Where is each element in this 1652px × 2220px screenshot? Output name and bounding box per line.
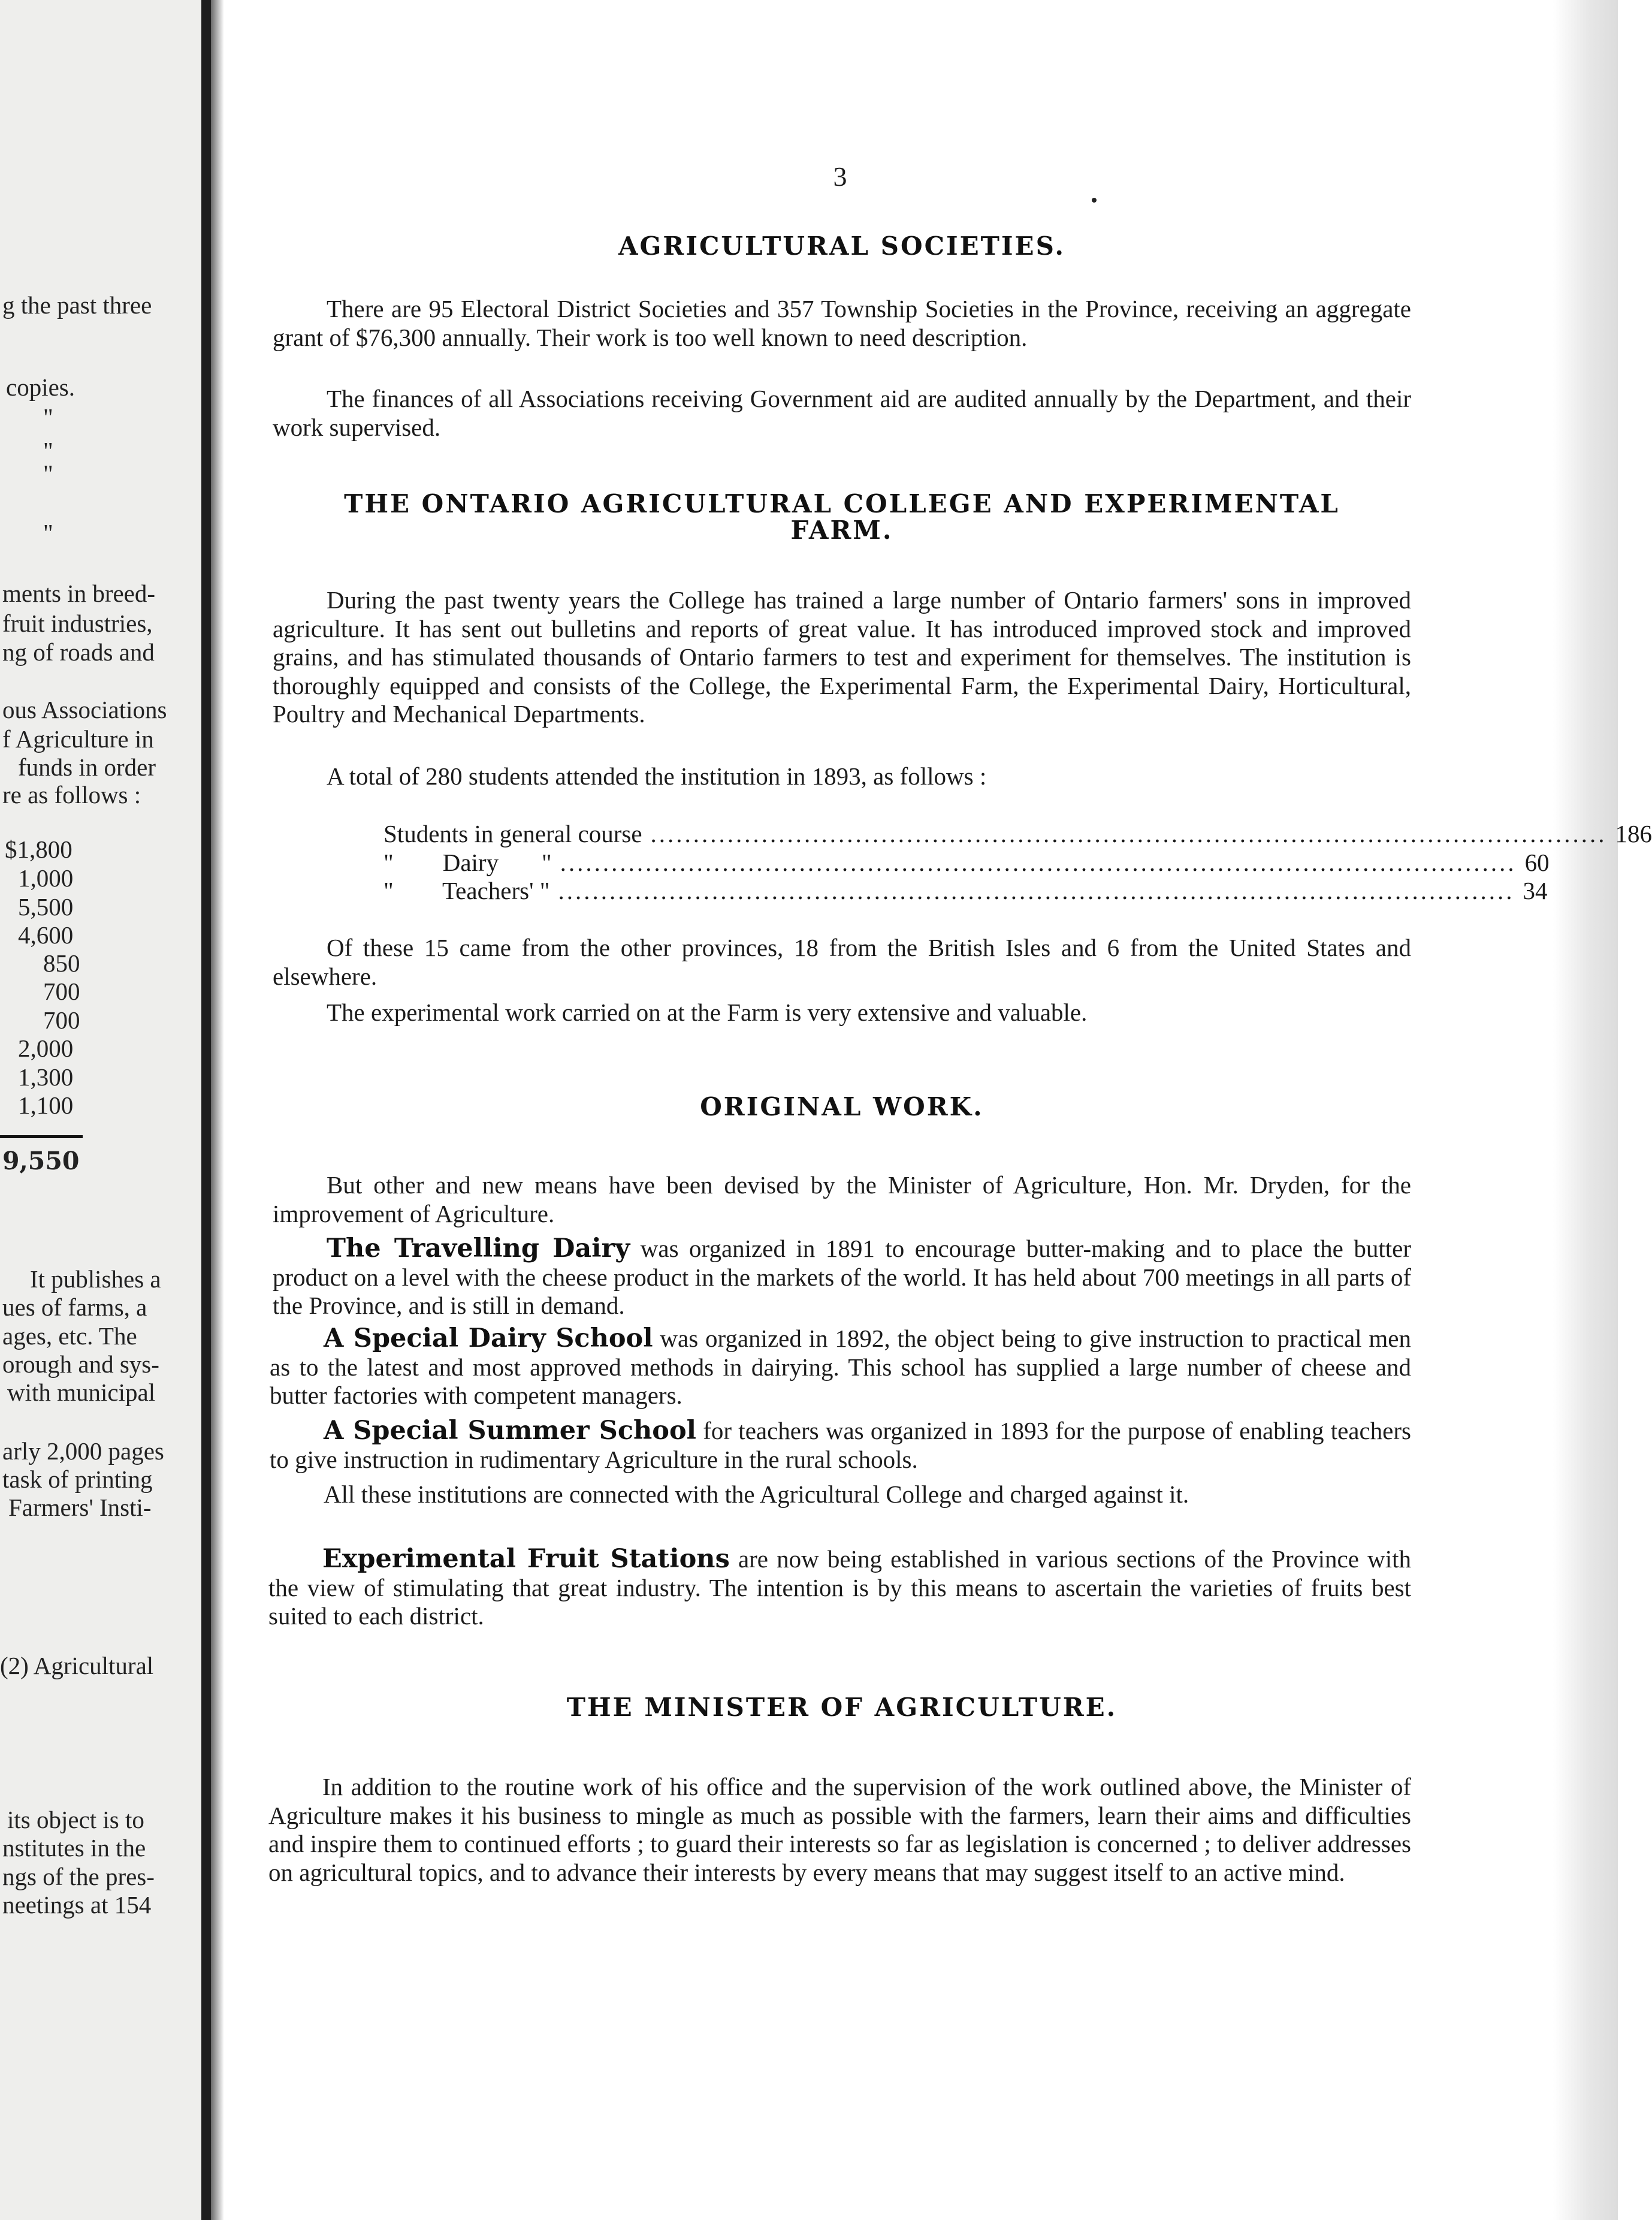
fruit-stations-paragraph	[268, 1545, 1411, 1631]
fragment-line: 1,000	[18, 864, 74, 892]
special-dairy-school-paragraph	[270, 1325, 1411, 1410]
fragment-line: ues of farms, a	[2, 1293, 147, 1321]
special-dairy-school-text: was organized in 1892, the object being to give instruction to practical men as to the latest and most approved methods in dairying. This school has supplied a large number of cheese and butter factories with competent managers.	[270, 1325, 1411, 1409]
fragment-line: 1,300	[18, 1063, 74, 1091]
heading-agricultural-societies: AGRICULTURAL SOCIETIES.	[618, 231, 1066, 261]
fragment-line: ous Associations	[2, 696, 167, 723]
fragment-line: (2) Agricultural	[0, 1652, 154, 1679]
minister-paragraph: In addition to the routine work of his office and the supervision of the work outlined above, the Minister of Agriculture makes it his business to mingle as much as possible with the farmers, learn their aims and difficulties and inspire them to continued efforts ; to guard their interests so far as legislation is concerned ; to deliver addresses on agricultural topics, and to advance their interests by every means that may suggest itself to an active mind.	[268, 1773, 1411, 1886]
fragment-total: 9,550	[2, 1147, 80, 1175]
row-count: 60	[1524, 848, 1550, 876]
row-label: Students in general course	[383, 820, 642, 847]
students-table	[383, 820, 1652, 906]
fragment-line: ng of roads and	[2, 638, 155, 666]
fragment-line: 2,000	[18, 1034, 74, 1062]
ink-speck	[1092, 198, 1097, 203]
row-label: " Dairy "	[383, 848, 552, 876]
summer-school-lead: A Special Summer School	[324, 1416, 696, 1446]
societies-paragraph-1: There are 95 Electoral District Societies and 357 Township Societies in the Province, receiving an aggregate grant of $76,300 annually. Their work is too well known to need description.	[273, 295, 1411, 351]
fragment-line: ngs of the pres-	[2, 1863, 155, 1890]
row-count: 186	[1615, 820, 1652, 847]
fragment-line: arly 2,000 pages	[2, 1437, 164, 1465]
fruit-stations-lead: Experimental Fruit Stations	[322, 1544, 730, 1574]
table-row	[383, 848, 1550, 877]
fragment-line: 850	[43, 949, 80, 977]
institutions-paragraph: All these institutions are connected with the Agricultural College and charged against it.	[324, 1480, 1189, 1508]
fragment-line: orough and sys-	[2, 1350, 159, 1378]
fragment-line: ments in breed-	[2, 580, 156, 607]
fragment-line: 5,500	[18, 893, 74, 921]
fragment-line: 4,600	[18, 921, 74, 949]
fragment-line: funds in order	[18, 753, 156, 781]
gutter-shadow	[211, 0, 224, 2220]
fragment-line: with municipal	[7, 1379, 156, 1406]
heading-ontario-college-line-1: THE ONTARIO AGRICULTURAL COLLEGE AND EXPERIMENTAL	[344, 489, 1340, 518]
fragment-line: fruit industries,	[2, 610, 153, 637]
page-gutter	[201, 0, 211, 2220]
total-rule	[0, 1135, 83, 1138]
dot-leader: ................................................................................................................	[560, 848, 1517, 876]
fragment-line: 700	[43, 1006, 80, 1034]
special-dairy-school-lead: A Special Dairy School	[324, 1323, 653, 1353]
fruit-stations-text: are now being established in various sections of the Province with the view of stimulating that great industry. The intention is by this means to ascertain the varieties of fruits best suited to each district.	[268, 1545, 1411, 1630]
heading-original-work: ORIGINAL WORK.	[700, 1092, 984, 1121]
dot-leader: ................................................................................................................	[558, 877, 1515, 904]
fragment-line: "	[43, 403, 53, 431]
fragment-line: 700	[43, 978, 80, 1005]
table-row	[383, 820, 1652, 849]
fragment-line: copies.	[6, 373, 75, 401]
fragment-line: Farmers' Insti-	[8, 1494, 152, 1521]
summer-school-paragraph	[270, 1417, 1411, 1474]
page-edge-shadow	[1553, 0, 1618, 2220]
fragment-line: g the past three	[2, 291, 152, 319]
fragment-line: f Agriculture in	[2, 725, 154, 753]
fragment-line: 1,100	[18, 1091, 74, 1119]
fragment-line: task of printing	[2, 1465, 153, 1493]
fragment-line: "	[43, 519, 53, 547]
dot-leader: ................................................................................................................	[650, 820, 1607, 847]
fragment-line: $1,800	[5, 835, 73, 863]
travelling-dairy-text: was organized in 1891 to encourage butter-making and to place the butter product on a level with the cheese product in the markets of the world. It has held about 700 meetings in all parts of the Province, and is still in demand.	[273, 1235, 1411, 1319]
fragment-line: "	[43, 460, 53, 487]
heading-minister-of-agriculture: THE MINISTER OF AGRICULTURE.	[566, 1693, 1118, 1722]
college-paragraph-3: Of these 15 came from the other provinces, 18 from the British Isles and 6 from the United States and elsewhere.	[273, 934, 1411, 990]
college-paragraph-4: The experimental work carried on at the Farm is very extensive and valuable.	[327, 999, 1088, 1026]
previous-page-fragment	[0, 0, 211, 2220]
original-paragraph-1: But other and new means have been devised by the Minister of Agriculture, Hon. Mr. Dryden, for the improvement of Agriculture.	[273, 1171, 1411, 1227]
fragment-line: re as follows :	[2, 781, 141, 809]
fragment-line: neetings at 154	[2, 1891, 152, 1919]
travelling-dairy-paragraph	[273, 1235, 1411, 1320]
heading-ontario-college-line-2: FARM.	[790, 515, 893, 545]
travelling-dairy-lead: The Travelling Dairy	[327, 1233, 630, 1263]
societies-paragraph-2: The finances of all Associations receiving Government aid are audited annually by the Department, and their work supervised.	[273, 385, 1411, 441]
college-paragraph-2: A total of 280 students attended the institution in 1893, as follows :	[327, 762, 987, 790]
fragment-line: its object is to	[7, 1806, 144, 1833]
row-label: " Teachers' "	[383, 877, 550, 904]
fragment-line: nstitutes in the	[2, 1834, 146, 1862]
table-row	[383, 877, 1548, 906]
summer-school-text: for teachers was organized in 1893 for the purpose of enabling teachers to give instruction in rudimentary Agriculture in the rural schools.	[270, 1417, 1411, 1473]
fragment-line: "	[43, 437, 53, 464]
college-paragraph-1: During the past twenty years the College has trained a large number of Ontario farmers' sons in improved agriculture. It has sent out bulletins and reports of great value. It has introduced improved stock and improved grains, and has stimulated thousands of Ontario farmers to test and experiment for themselves. The institution is thoroughly equipped and consists of the College, the Experimental Farm, the Experimental Dairy, Horticultural, Poultry and Mechanical Departments.	[273, 586, 1411, 728]
page-number: 3	[833, 161, 847, 192]
row-count: 34	[1523, 877, 1548, 904]
fragment-line: ages, etc. The	[2, 1322, 137, 1350]
fragment-line: It publishes a	[30, 1265, 161, 1293]
